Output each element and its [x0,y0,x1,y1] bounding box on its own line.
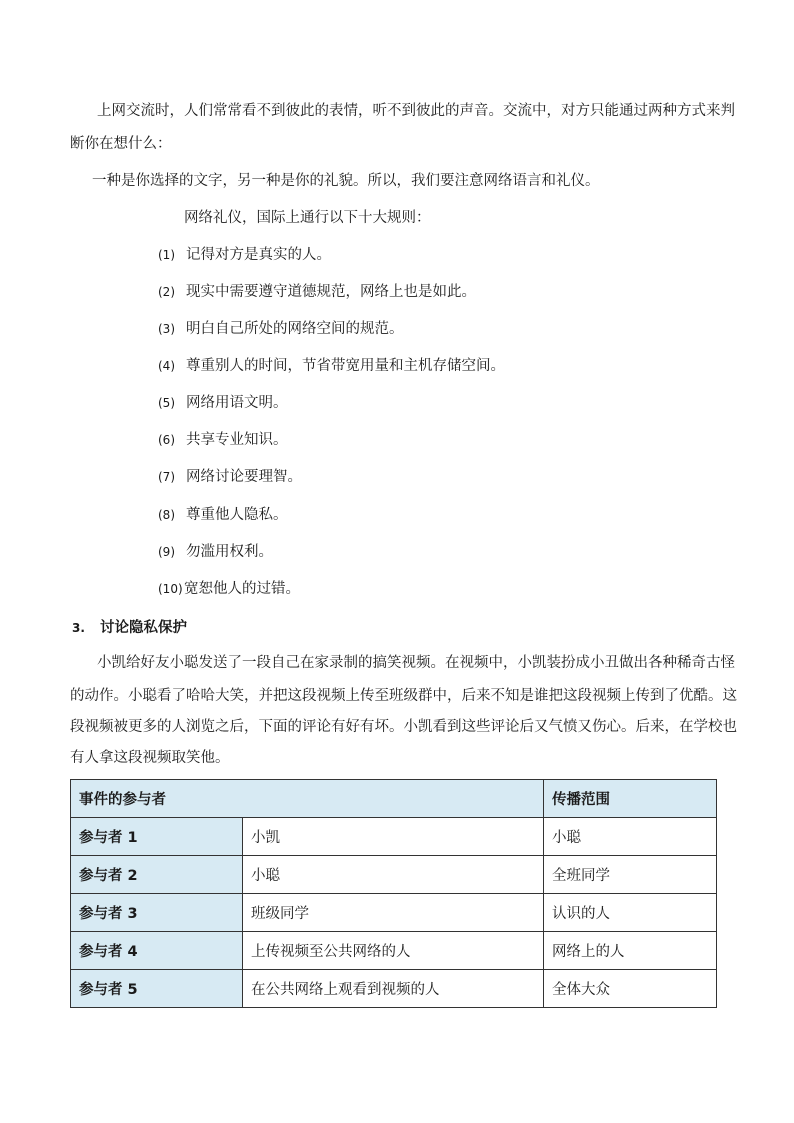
rule-text: 网络用语文明。 [186,395,288,411]
rule-number: (7) [158,470,175,484]
rule-number: (9) [158,545,175,559]
story-line-4: 有人拿这段视频取笑他。 [70,750,230,766]
row-scope: 全班同学 [544,856,717,894]
row-label: 参与者 5 [71,970,243,1008]
row-label: 参与者 1 [71,818,243,856]
intro-line-2: 断你在想什么： [70,136,172,152]
story-line-1: 小凯给好友小聪发送了一段自己在家录制的搞笑视频。在视频中，小凯装扮成小丑做出各种稀奇古怪 [97,655,735,671]
rule-item [158,393,288,413]
table-row [71,970,717,1008]
rule-text: 共享专业知识。 [186,432,288,448]
rule-number: (4) [158,359,175,373]
rule-number: (8) [158,508,175,522]
rule-item [158,319,404,339]
rule-number: (5) [158,396,175,410]
rule-number: (6) [158,433,175,447]
rule-text: 网络讨论要理智。 [186,469,302,485]
rule-number: (1) [158,248,175,262]
header-participants: 事件的参与者 [71,780,544,818]
row-participant: 小聪 [243,856,544,894]
rule-number: (2) [158,285,175,299]
rule-text: 宽恕他人的过错。 [184,581,300,597]
row-label: 参与者 4 [71,932,243,970]
rules-title: 网络礼仪，国际上通行以下十大规则： [184,210,431,226]
table-row [71,856,717,894]
rule-item [158,282,476,302]
rule-item [158,356,505,376]
rule-text: 勿滥用权利。 [186,544,273,560]
row-participant: 在公共网络上观看到视频的人 [243,970,544,1008]
table-row [71,932,717,970]
rule-item [158,430,288,450]
rule-item [158,579,300,599]
table-row [71,894,717,932]
row-scope: 网络上的人 [544,932,717,970]
story-line-3: 段视频被更多的人浏览之后，下面的评论有好有坏。小凯看到这些评论后又气愤又伤心。后来，在学校也 [70,719,737,735]
rule-item [158,505,288,525]
row-scope: 认识的人 [544,894,717,932]
rule-item [158,245,331,265]
intro-line-1: 上网交流时，人们常常看不到彼此的表情，听不到彼此的声音。交流中，对方只能通过两种方式来判 [97,103,735,119]
row-participant: 上传视频至公共网络的人 [243,932,544,970]
row-participant: 班级同学 [243,894,544,932]
rule-text: 现实中需要遵守道德规范，网络上也是如此。 [186,284,476,300]
table-header-row [71,780,717,818]
row-scope: 小聪 [544,818,717,856]
intro-line-3: 一种是你选择的文字，另一种是你的礼貌。所以，我们要注意网络语言和礼仪。 [92,173,600,189]
header-scope: 传播范围 [544,780,717,818]
participants-table [70,779,717,1008]
rule-item [158,467,302,487]
rule-text: 记得对方是真实的人。 [186,247,331,263]
row-label: 参与者 3 [71,894,243,932]
story-line-2: 的动作。小聪看了哈哈大笑，并把这段视频上传至班级群中，后来不知是谁把这段视频上传到了优酷。这 [70,688,737,704]
section-number: 3. [72,621,85,635]
rule-number: (10) [158,582,183,596]
rule-text: 尊重他人隐私。 [186,507,288,523]
rule-text: 明白自己所处的网络空间的规范。 [186,321,404,337]
rule-text: 尊重别人的时间，节省带宽用量和主机存储空间。 [186,358,505,374]
row-participant: 小凯 [243,818,544,856]
rule-item [158,542,273,562]
section-title: 讨论隐私保护 [100,620,187,636]
row-scope: 全体大众 [544,970,717,1008]
rule-number: (3) [158,322,175,336]
row-label: 参与者 2 [71,856,243,894]
table-row [71,818,717,856]
section-heading [72,616,187,637]
